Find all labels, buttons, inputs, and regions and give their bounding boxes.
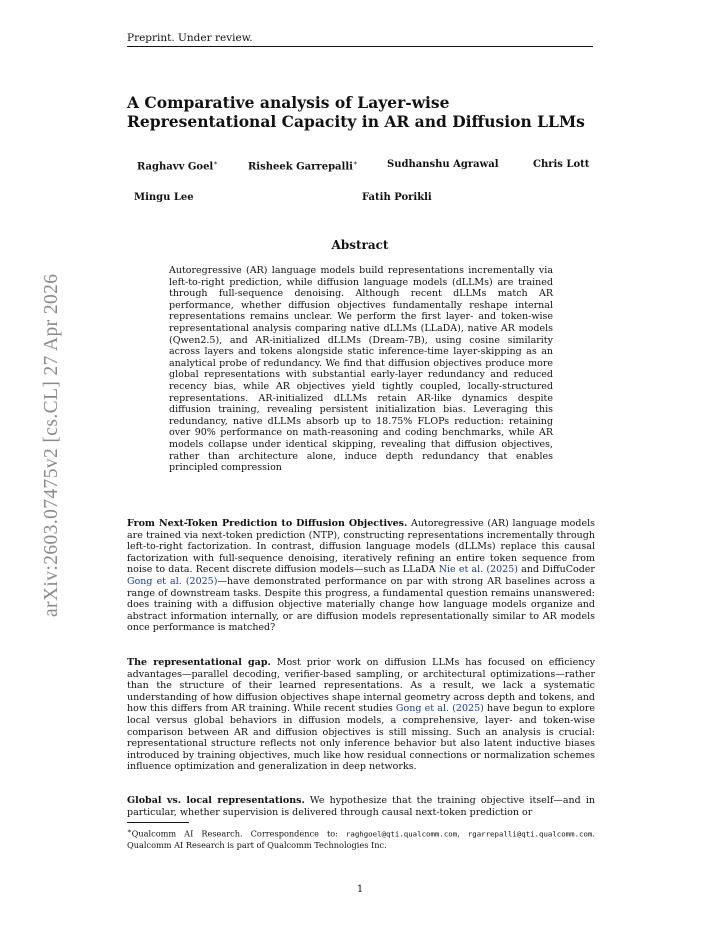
citation-link[interactable]: Gong et al. (2025) bbox=[127, 575, 218, 587]
author-5: Mingu Lee bbox=[134, 192, 194, 203]
abstract-heading: Abstract bbox=[331, 238, 389, 252]
page-number: 1 bbox=[356, 884, 364, 895]
author-6: Fatih Porikli bbox=[362, 192, 432, 203]
author-3: Sudhanshu Agrawal bbox=[387, 159, 499, 170]
paragraph-heading: The representational gap. bbox=[127, 657, 271, 668]
citation-link[interactable]: Nie et al. (2025) bbox=[438, 564, 518, 576]
paragraph-heading: From Next-Token Prediction to Diffusion Objectives. bbox=[127, 518, 408, 529]
email-link[interactable]: rgarrepalli@qti.qualcomm.com bbox=[467, 829, 593, 839]
paragraph-ntp-diffusion: From Next-Token Prediction to Diffusion Objectives. Autoregressive (AR) language models are trained via next-token prediction (NTP), constructing representations incrementally through left-to-right factorization. In contrast, diffusion language models (dLLMs) replace this causal factorization with full-sequence denoising, iteratively refining an entire token sequence from noise to data. Recent discrete diffusion models—such as LLaDA Nie et al. (2025) and DiffuCoder Gong et al. (2025)—have demonstrated performance on par with strong AR baselines across a range of downstream tasks. Despite this progress, a fundamental question remains unanswered: does training with a diffusion objective materially change how language models organize and abstract information internally, or are diffusion models representationally similar to AR models once performance is matched? bbox=[127, 518, 595, 634]
citation-link[interactable]: Gong et al. (2025) bbox=[395, 703, 484, 715]
author-2: Risheek Garrepalli∗ bbox=[248, 159, 358, 173]
footnote-rule bbox=[127, 822, 189, 823]
paragraph-heading: Global vs. local representations. bbox=[127, 795, 305, 806]
email-link[interactable]: raghgoel@qti.qualcomm.com bbox=[345, 829, 458, 839]
author-4: Chris Lott bbox=[533, 159, 590, 170]
paragraph-global-local: Global vs. local representations. We hypothesize that the training objective itself—and in particular, whether supervision is delivered through causal next-token prediction or bbox=[127, 795, 595, 818]
running-header: Preprint. Under review. bbox=[127, 32, 593, 47]
author-1: Raghavv Goel∗ bbox=[137, 159, 219, 173]
footnote: ∗Qualcomm AI Research. Correspondence to: raghgoel@qti.qualcomm.com, rgarrepalli@qti.qualcomm.com. Qualcomm AI Research is part of Qualcomm Technologies Inc. bbox=[127, 827, 595, 850]
paper-title: A Comparative analysis of Layer-wise Representational Capacity in AR and Diffusion LLMs bbox=[127, 93, 585, 131]
abstract-text: Autoregressive (AR) language models build representations incrementally via left-to-right prediction, while diffusion language models (dLLMs) are trained through full-sequence denoising. Although recent dLLMs match AR performance, whether diffusion objectives fundamentally reshape internal representations remains unclear. We perform the first layer- and token-wise representational analysis comparing native dLLMs (LLaDA), native AR models (Qwen2.5), and AR-initialized dLLMs (Dream-7B), using cosine similarity across layers and tokens alongside static inference-time layer-skipping as an analytical probe of redundancy. We find that diffusion objectives produce more global representations with substantial early-layer redundancy and reduced recency bias, while AR objectives yield tightly coupled, locally-structured representations. AR-initialized dLLMs retain AR-like dynamics despite diffusion training, revealing persistent initialization bias. Leveraging this redundancy, native dLLMs absorb up to 18.75% FLOPs reduction: retaining over 90% performance on math-reasoning and coding benchmarks, while AR models collapse under identical skipping, revealing that diffusion objectives, rather than architecture alone, induce depth redundancy that enables principled compression bbox=[169, 265, 553, 474]
arxiv-stamp: arXiv:2603.07475v2 [cs.CL] 27 Apr 2026 bbox=[41, 273, 62, 617]
paragraph-representational-gap: The representational gap. Most prior work on diffusion LLMs has focused on efficiency advantages—parallel decoding, verifier-based sampling, or architectural optimizations—rather than the structure of their learned representations. As a result, we lack a systematic understanding of how diffusion objectives shape internal geometry across depth and tokens, and how this differs from AR training. While recent studies Gong et al. (2025) have begun to explore local versus global behaviors in diffusion models, a comprehensive, layer- and token-wise comparison between AR and diffusion objectives is still missing. Such an analysis is crucial: representational structure reflects not only inference behavior but also latent inductive biases introduced by training objectives, much like how residual connections or normalization schemes influence optimization and generalization in deep networks. bbox=[127, 657, 595, 773]
